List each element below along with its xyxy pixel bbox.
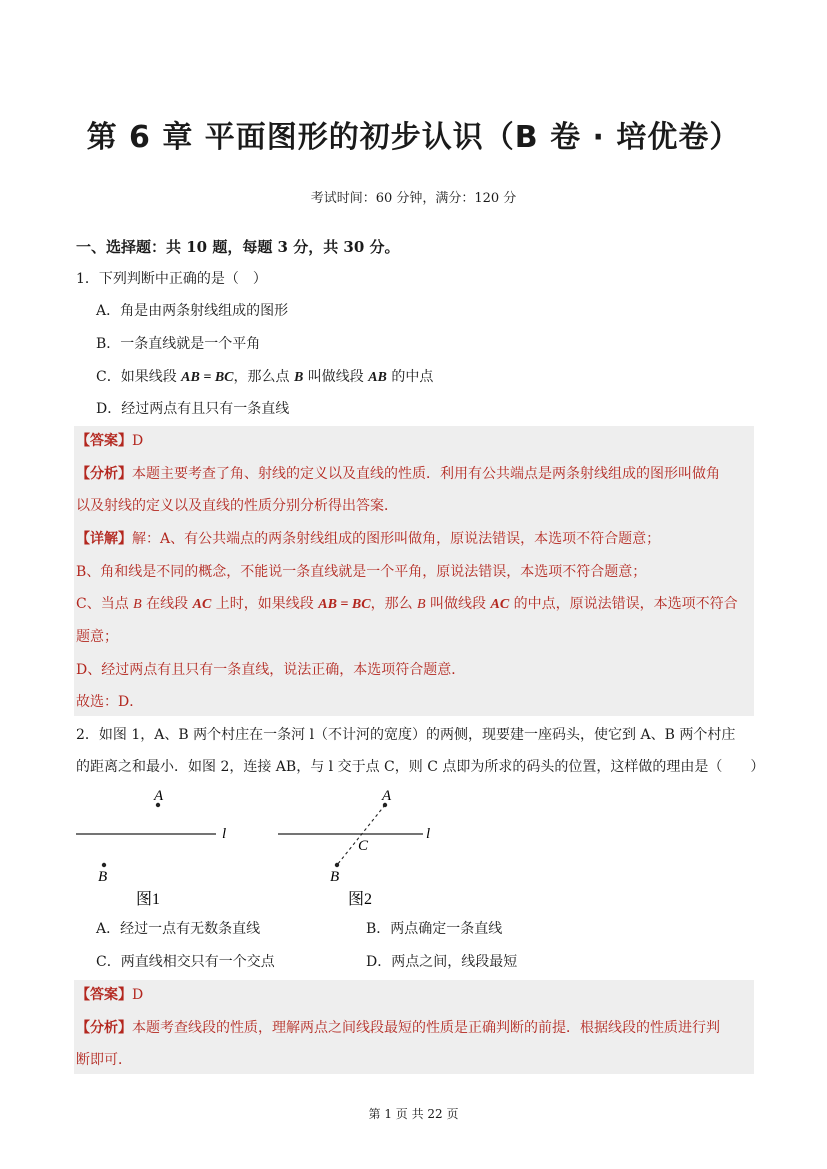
figure-1: [74, 784, 244, 914]
page-title: 第 6 章 平面图形的初步认识（B 卷 · 培优卷）: [86, 120, 741, 155]
fig1-label-b: B: [98, 869, 108, 885]
section-heading: 一、选择题：共 10 题，每题 3 分，共 30 分。: [76, 238, 400, 256]
q2-option-c: C．两直线相交只有一个交点: [96, 954, 275, 970]
q2-stem-cont: 的距离之和最小．如图 2，连接 AB，与 l 交于点 C，则 C 点即为所求的码头的位置，这样做的理由是（ ）: [76, 759, 765, 775]
q1-detail-c-v3: AB = BC: [318, 597, 371, 612]
q1-c-math-ab: AB: [368, 370, 387, 385]
q1-analysis-text: 本题主要考查了角、射线的定义以及直线的性质．利用有公共端点是两条射线组成的图形叫做角: [132, 466, 720, 482]
fig2-label-b: B: [330, 869, 340, 885]
fig2-caption: 图2: [348, 891, 373, 908]
exam-meta: 考试时间：60 分钟，满分：120 分: [310, 191, 517, 206]
q1-c-text2: ，那么点: [233, 369, 294, 385]
q1-analysis-label: 【分析】: [76, 466, 132, 482]
q1-c-text: C．如果线段: [96, 369, 182, 385]
q1-detail-text: 解：A、有公共端点的两条射线组成的图形叫做角，原说法错误，本选项不符合题意；: [132, 531, 661, 547]
q1-detail-c-cont: 题意；: [76, 629, 118, 645]
q1-analysis: [76, 465, 720, 483]
q1-answer: [76, 432, 143, 450]
fig2-segment-ab: [337, 805, 385, 865]
q1-detail-c-t3: 上时，如果线段: [211, 596, 319, 612]
fig1-label-l: l: [222, 826, 227, 842]
page-footer: 第 1 页 共 22 页: [368, 1107, 459, 1121]
q1-detail-c-v5: AC: [490, 597, 510, 612]
fig1-caption: 图1: [136, 891, 161, 908]
q1-option-d: D．经过两点有且只有一条直线: [96, 401, 290, 417]
fig2-point-b: [335, 863, 339, 867]
q2-analysis: [76, 1019, 720, 1037]
q1-detail-c: [76, 595, 738, 614]
q1-detail-d: D、经过两点有且只有一条直线，说法正确，本选项符合题意．: [76, 662, 466, 678]
q1-detail-b: B、角和线是不同的概念，不能说一条直线就是一个平角，原说法错误，本选项不符合题意；: [76, 564, 647, 580]
q1-detail-c-t1: C、当点: [76, 596, 134, 612]
q1-c-math-ab-bc: AB = BC: [181, 370, 234, 385]
fig2-label-a: A: [382, 788, 392, 804]
figure-2: [276, 784, 446, 914]
q1-detail-c-v1: B: [133, 597, 142, 612]
q1-c-text4: 的中点: [386, 369, 434, 385]
q2-answer-label: 【答案】: [76, 987, 132, 1003]
q1-detail: [76, 530, 660, 548]
q1-option-b: B．一条直线就是一个平角: [96, 336, 261, 352]
q1-detail-c-t4: ，那么: [370, 596, 418, 612]
q1-answer-value: D: [132, 433, 144, 449]
fig2-label-l: l: [426, 826, 431, 842]
q1-option-c: [96, 368, 433, 387]
q1-analysis-cont: 以及射线的定义以及直线的性质分别分析得出答案．: [76, 498, 398, 514]
q2-answer-value: D: [132, 987, 144, 1003]
fig1-point-b: [102, 863, 106, 867]
q2-analysis-cont: 断即可．: [76, 1052, 132, 1068]
q1-c-text3: 叫做线段: [303, 369, 369, 385]
q1-answer-label: 【答案】: [76, 433, 132, 449]
q2-option-b: B．两点确定一条直线: [366, 921, 503, 937]
q1-detail-c-v4: B: [417, 597, 426, 612]
fig2-label-c: C: [358, 838, 369, 854]
q2-option-d: D．两点之间，线段最短: [366, 954, 518, 970]
q2-option-a: A．经过一点有无数条直线: [96, 921, 261, 937]
q1-detail-c-t2: 在线段: [141, 596, 193, 612]
q2-analysis-label: 【分析】: [76, 1020, 132, 1036]
q1-detail-c-t6: 的中点，原说法错误，本选项不符合: [509, 596, 738, 612]
q1-stem: 1．下列判断中正确的是（ ）: [76, 271, 267, 287]
q1-choose: 故选：D．: [76, 694, 144, 710]
q2-answer: [76, 986, 143, 1004]
q1-c-math-b: B: [293, 370, 304, 385]
fig1-label-a: A: [154, 788, 164, 804]
q1-detail-c-v2: AC: [192, 597, 212, 612]
q2-stem: 2．如图 1，A、B 两个村庄在一条河 l（不计河的宽度）的两侧，现要建一座码头，使它到 A、B 两个村庄: [76, 727, 736, 743]
q2-analysis-text: 本题考查线段的性质，理解两点之间线段最短的性质是正确判断的前提．根据线段的性质进行判: [132, 1020, 720, 1036]
q1-option-a: A．角是由两条射线组成的图形: [96, 303, 289, 319]
q1-detail-c-t5: 叫做线段: [425, 596, 491, 612]
q1-detail-label: 【详解】: [76, 531, 132, 547]
